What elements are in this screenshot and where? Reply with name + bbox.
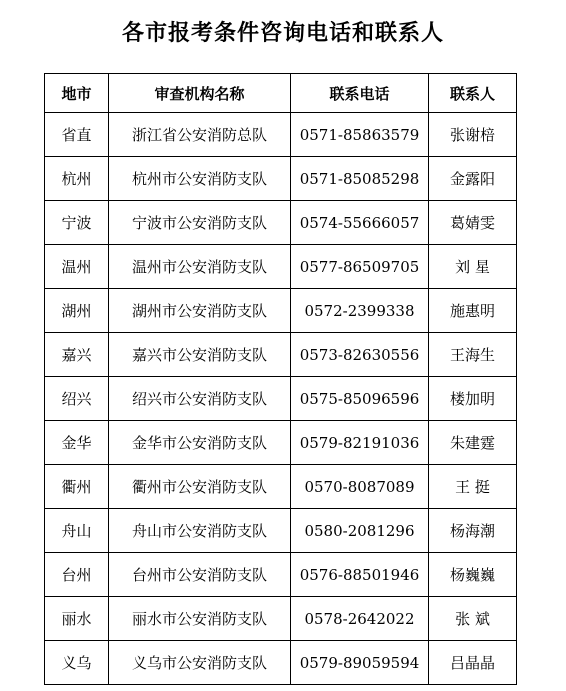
table-row — [45, 421, 517, 465]
cell-org: 舟山市公安消防支队 — [109, 509, 291, 553]
cell-org: 绍兴市公安消防支队 — [109, 377, 291, 421]
cell-org: 嘉兴市公安消防支队 — [109, 333, 291, 377]
cell-phone: 0570-8087089 — [291, 465, 429, 509]
table-row — [45, 465, 517, 509]
header-city: 地市 — [45, 74, 109, 113]
table-row — [45, 641, 517, 685]
cell-city: 绍兴 — [45, 377, 109, 421]
cell-org: 浙江省公安消防总队 — [109, 113, 291, 157]
cell-phone: 0573-82630556 — [291, 333, 429, 377]
cell-phone: 0575-85096596 — [291, 377, 429, 421]
cell-org: 义乌市公安消防支队 — [109, 641, 291, 685]
cell-contact: 吕晶晶 — [429, 641, 517, 685]
cell-contact: 刘 星 — [429, 245, 517, 289]
table-row — [45, 597, 517, 641]
table-row — [45, 377, 517, 421]
header-org: 审查机构名称 — [109, 74, 291, 113]
cell-phone: 0580-2081296 — [291, 509, 429, 553]
cell-contact: 杨巍巍 — [429, 553, 517, 597]
cell-contact: 楼加明 — [429, 377, 517, 421]
cell-city: 丽水 — [45, 597, 109, 641]
cell-contact: 张谢棓 — [429, 113, 517, 157]
table-row — [45, 157, 517, 201]
table-row — [45, 201, 517, 245]
cell-phone: 0578-2642022 — [291, 597, 429, 641]
cell-org: 湖州市公安消防支队 — [109, 289, 291, 333]
cell-contact: 金露阳 — [429, 157, 517, 201]
table-body — [45, 113, 517, 685]
cell-org: 杭州市公安消防支队 — [109, 157, 291, 201]
cell-city: 衢州 — [45, 465, 109, 509]
cell-org: 金华市公安消防支队 — [109, 421, 291, 465]
cell-contact: 王海生 — [429, 333, 517, 377]
cell-contact: 朱建霆 — [429, 421, 517, 465]
table-row — [45, 553, 517, 597]
cell-phone: 0574-55666057 — [291, 201, 429, 245]
cell-phone: 0579-82191036 — [291, 421, 429, 465]
cell-contact: 张 斌 — [429, 597, 517, 641]
cell-phone: 0571-85863579 — [291, 113, 429, 157]
cell-org: 衢州市公安消防支队 — [109, 465, 291, 509]
cell-city: 金华 — [45, 421, 109, 465]
cell-phone: 0572-2399338 — [291, 289, 429, 333]
table-row — [45, 113, 517, 157]
cell-org: 宁波市公安消防支队 — [109, 201, 291, 245]
cell-org: 温州市公安消防支队 — [109, 245, 291, 289]
cell-phone: 0579-89059594 — [291, 641, 429, 685]
table-header-row — [45, 74, 517, 113]
table-row — [45, 509, 517, 553]
cell-city: 宁波 — [45, 201, 109, 245]
cell-contact: 王 挺 — [429, 465, 517, 509]
cell-city: 台州 — [45, 553, 109, 597]
table-row — [45, 245, 517, 289]
cell-city: 温州 — [45, 245, 109, 289]
cell-city: 嘉兴 — [45, 333, 109, 377]
cell-org: 台州市公安消防支队 — [109, 553, 291, 597]
cell-phone: 0576-88501946 — [291, 553, 429, 597]
cell-contact: 葛婧雯 — [429, 201, 517, 245]
cell-city: 舟山 — [45, 509, 109, 553]
cell-phone: 0577-86509705 — [291, 245, 429, 289]
cell-city: 省直 — [45, 113, 109, 157]
header-contact: 联系人 — [429, 74, 517, 113]
cell-city: 湖州 — [45, 289, 109, 333]
page-title: 各市报考条件咨询电话和联系人 — [121, 21, 444, 46]
cell-city: 义乌 — [45, 641, 109, 685]
cell-contact: 杨海潮 — [429, 509, 517, 553]
cell-org: 丽水市公安消防支队 — [109, 597, 291, 641]
table-row — [45, 333, 517, 377]
cell-city: 杭州 — [45, 157, 109, 201]
header-phone: 联系电话 — [291, 74, 429, 113]
cell-phone: 0571-85085298 — [291, 157, 429, 201]
table-row — [45, 289, 517, 333]
contacts-table — [44, 73, 517, 685]
cell-contact: 施惠明 — [429, 289, 517, 333]
